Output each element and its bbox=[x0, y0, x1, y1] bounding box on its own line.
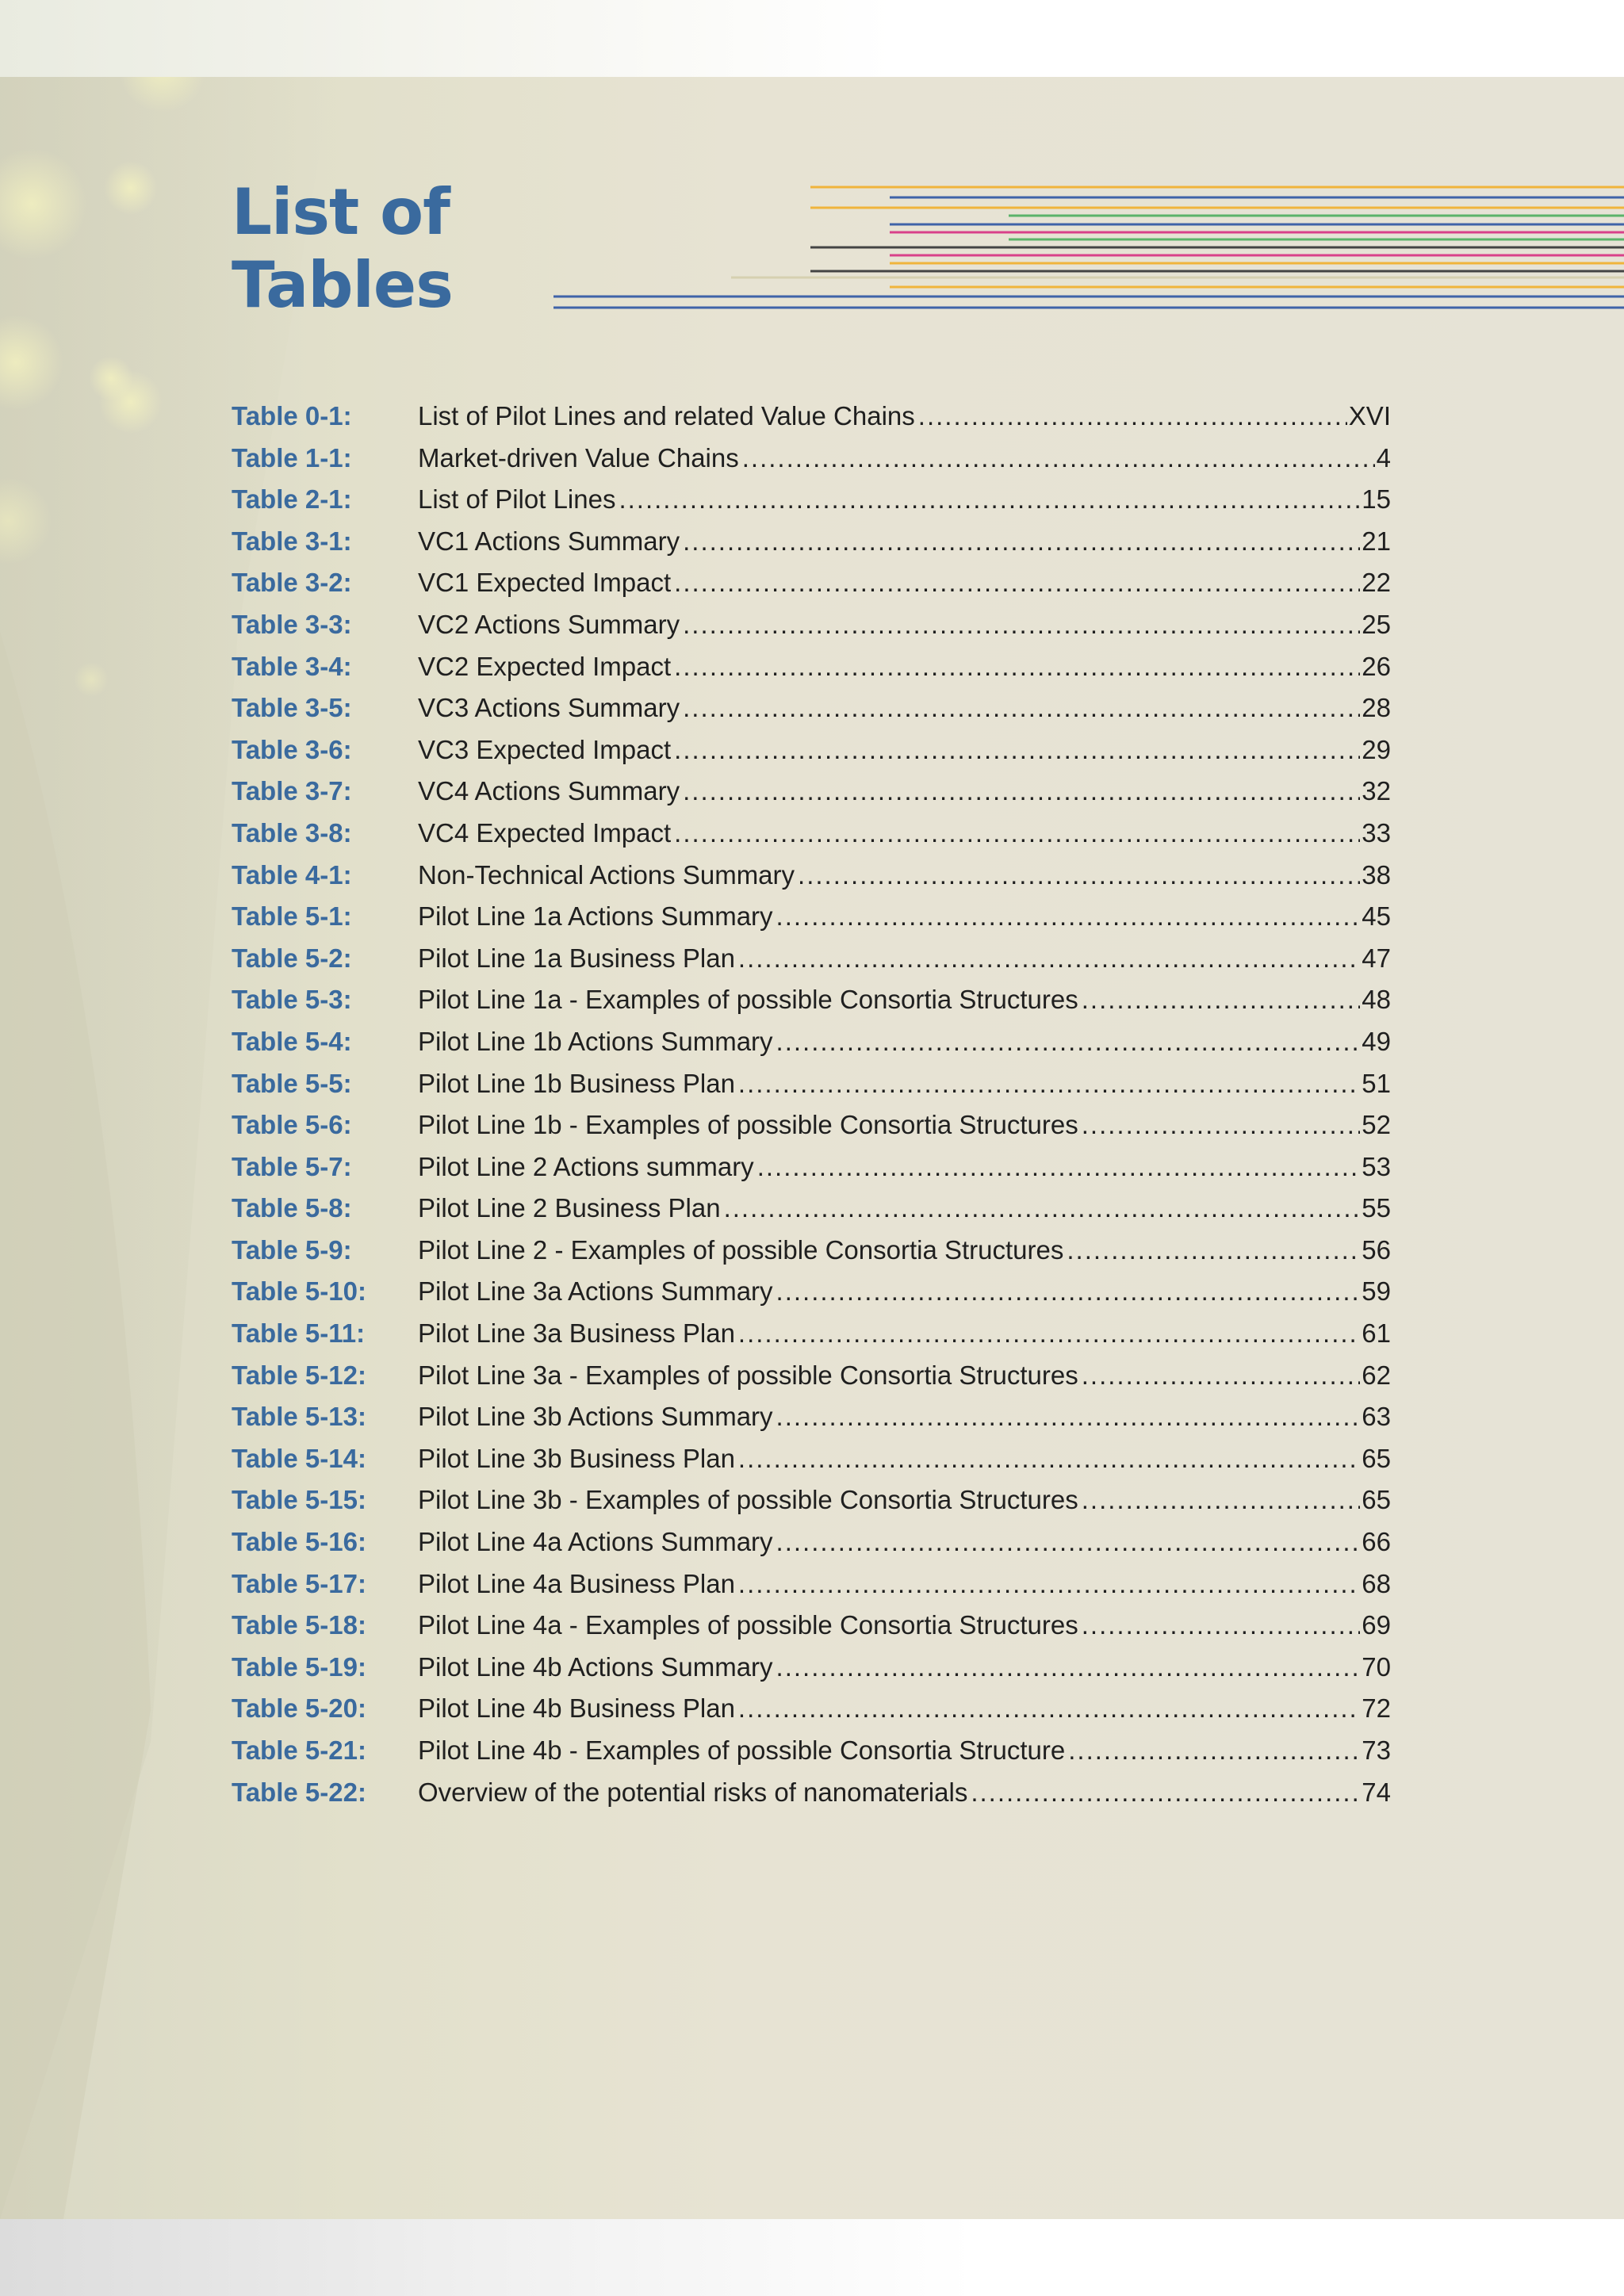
list-item[interactable] bbox=[232, 943, 1391, 985]
table-number: Table 5-20: bbox=[232, 1693, 366, 1724]
table-title: Overview of the potential risks of nanomaterials bbox=[418, 1777, 968, 1807]
table-number: Table 5-11: bbox=[232, 1318, 366, 1349]
table-title: VC2 Actions Summary bbox=[418, 609, 680, 639]
list-item[interactable] bbox=[232, 1485, 1391, 1527]
list-item[interactable] bbox=[232, 1735, 1391, 1777]
table-title: Pilot Line 3b - Examples of possible Consortia Structures bbox=[418, 1485, 1078, 1515]
page-number: 66 bbox=[1362, 1527, 1391, 1557]
dot-leader bbox=[1082, 1110, 1361, 1140]
page-number: 38 bbox=[1362, 859, 1391, 890]
table-number: Table 5-4: bbox=[232, 1026, 352, 1056]
table-number: Table 5-16: bbox=[232, 1527, 366, 1557]
table-number: Table 3-5: bbox=[232, 693, 352, 723]
dot-leader bbox=[757, 1152, 1361, 1182]
list-item[interactable] bbox=[232, 1402, 1391, 1444]
list-item[interactable] bbox=[232, 443, 1391, 485]
dot-leader bbox=[742, 443, 1375, 473]
table-title: Non-Technical Actions Summary bbox=[418, 859, 795, 890]
table-number: Table 5-9: bbox=[232, 1234, 352, 1265]
table-title: VC4 Actions Summary bbox=[418, 776, 680, 806]
page-number: 65 bbox=[1362, 1485, 1391, 1515]
list-item[interactable] bbox=[232, 1152, 1391, 1194]
dot-leader bbox=[738, 943, 1360, 974]
table-number: Table 3-1: bbox=[232, 526, 352, 556]
table-number: Table 5-18: bbox=[232, 1610, 366, 1640]
list-item[interactable] bbox=[232, 1360, 1391, 1402]
dot-leader bbox=[674, 735, 1360, 765]
table-title: Pilot Line 2 - Examples of possible Consortia Structures bbox=[418, 1234, 1064, 1265]
page-number: XVI bbox=[1348, 401, 1391, 430]
page-number: 48 bbox=[1362, 985, 1391, 1015]
dot-leader bbox=[798, 860, 1360, 890]
dot-leader bbox=[776, 1652, 1361, 1682]
dot-leader bbox=[1068, 1735, 1360, 1766]
dot-leader bbox=[738, 1569, 1360, 1599]
page-number: 29 bbox=[1362, 734, 1391, 764]
list-item[interactable] bbox=[232, 568, 1391, 610]
table-number: Table 3-2: bbox=[232, 568, 352, 598]
table-title: VC3 Expected Impact bbox=[418, 734, 672, 764]
page-number: 4 bbox=[1376, 442, 1391, 473]
table-number: Table 5-12: bbox=[232, 1360, 366, 1390]
list-item[interactable] bbox=[232, 1777, 1391, 1820]
page-number: 70 bbox=[1362, 1651, 1391, 1682]
dot-leader bbox=[674, 568, 1360, 598]
dot-leader bbox=[1082, 1610, 1361, 1640]
table-number: Table 5-10: bbox=[232, 1276, 366, 1307]
table-number: Table 5-2: bbox=[232, 943, 352, 973]
table-number: Table 5-8: bbox=[232, 1193, 352, 1223]
dot-leader bbox=[776, 1402, 1361, 1432]
list-item[interactable] bbox=[232, 484, 1391, 526]
list-item[interactable] bbox=[232, 1527, 1391, 1569]
page-number: 15 bbox=[1362, 484, 1391, 515]
table-title: VC3 Actions Summary bbox=[418, 693, 680, 723]
dot-leader bbox=[1067, 1235, 1360, 1265]
table-number: Table 3-4: bbox=[232, 651, 352, 681]
dot-leader bbox=[776, 1027, 1361, 1057]
table-title: Pilot Line 2 Actions summary bbox=[418, 1151, 754, 1181]
page-number: 22 bbox=[1362, 568, 1391, 598]
table-number: Table 5-1: bbox=[232, 901, 352, 932]
list-item[interactable] bbox=[232, 1069, 1391, 1111]
page-number: 55 bbox=[1362, 1193, 1391, 1223]
table-title: VC1 Expected Impact bbox=[418, 568, 672, 598]
page-title-line-2: Tables bbox=[232, 248, 453, 322]
table-title: Pilot Line 3a Actions Summary bbox=[418, 1276, 773, 1307]
table-title: Pilot Line 2 Business Plan bbox=[418, 1193, 721, 1223]
list-item[interactable] bbox=[232, 1444, 1391, 1486]
table-title: Pilot Line 1b Actions Summary bbox=[418, 1026, 773, 1056]
page-number: 25 bbox=[1362, 609, 1391, 639]
list-item[interactable] bbox=[232, 818, 1391, 860]
dot-leader bbox=[683, 526, 1360, 557]
dot-leader bbox=[1082, 1485, 1361, 1515]
table-number: Table 5-7: bbox=[232, 1151, 352, 1181]
dot-leader bbox=[683, 776, 1360, 806]
page-title-line-1: List of bbox=[232, 175, 450, 249]
page-number: 28 bbox=[1362, 693, 1391, 723]
dot-leader bbox=[776, 1276, 1361, 1307]
list-item[interactable] bbox=[232, 860, 1391, 902]
table-number: Table 5-19: bbox=[232, 1651, 366, 1682]
table-title: Pilot Line 1a Business Plan bbox=[418, 943, 735, 973]
dot-leader bbox=[674, 652, 1360, 682]
list-of-tables bbox=[232, 401, 1391, 1819]
page-title bbox=[232, 176, 453, 322]
table-title: Pilot Line 4b - Examples of possible Consortia Structure bbox=[418, 1735, 1066, 1765]
page-number: 52 bbox=[1362, 1110, 1391, 1140]
bottom-margin bbox=[0, 2219, 1624, 2296]
table-number: Table 5-22: bbox=[232, 1777, 366, 1807]
list-item[interactable] bbox=[232, 985, 1391, 1027]
table-number: Table 3-7: bbox=[232, 776, 352, 806]
page-number: 63 bbox=[1362, 1402, 1391, 1432]
page-number: 73 bbox=[1362, 1735, 1391, 1765]
list-item[interactable] bbox=[232, 1276, 1391, 1318]
dot-leader bbox=[1082, 985, 1361, 1015]
dot-leader bbox=[738, 1444, 1360, 1474]
dot-leader bbox=[776, 1527, 1361, 1557]
table-title: Pilot Line 3a Business Plan bbox=[418, 1318, 735, 1349]
page-number: 51 bbox=[1362, 1068, 1391, 1098]
list-item[interactable] bbox=[232, 526, 1391, 568]
table-title: Pilot Line 3b Actions Summary bbox=[418, 1402, 773, 1432]
table-number: Table 5-13: bbox=[232, 1402, 366, 1432]
table-number: Table 5-15: bbox=[232, 1485, 366, 1515]
dot-leader bbox=[724, 1193, 1361, 1223]
list-item[interactable] bbox=[232, 652, 1391, 694]
table-title: Pilot Line 1a - Examples of possible Consortia Structures bbox=[418, 985, 1078, 1015]
dot-leader bbox=[1082, 1360, 1361, 1391]
table-number: Table 3-8: bbox=[232, 817, 352, 848]
dot-leader bbox=[683, 610, 1360, 640]
table-number: Table 5-17: bbox=[232, 1568, 366, 1598]
page-number: 53 bbox=[1362, 1151, 1391, 1181]
page-number: 74 bbox=[1362, 1777, 1391, 1807]
dot-leader bbox=[674, 818, 1360, 848]
table-title: Pilot Line 4b Business Plan bbox=[418, 1693, 735, 1724]
list-item[interactable] bbox=[232, 610, 1391, 652]
page-number: 21 bbox=[1362, 526, 1391, 556]
table-title: Pilot Line 1a Actions Summary bbox=[418, 901, 773, 932]
table-title: Pilot Line 1b - Examples of possible Consortia Structures bbox=[418, 1110, 1078, 1140]
page-number: 56 bbox=[1362, 1234, 1391, 1265]
table-title: VC2 Expected Impact bbox=[418, 651, 672, 681]
table-title: VC1 Actions Summary bbox=[418, 526, 680, 556]
table-number: Table 5-14: bbox=[232, 1443, 366, 1473]
page-number: 47 bbox=[1362, 943, 1391, 973]
dot-leader bbox=[738, 1069, 1360, 1099]
page-number: 49 bbox=[1362, 1026, 1391, 1056]
table-title: List of Pilot Lines bbox=[418, 484, 616, 515]
list-item[interactable] bbox=[232, 1318, 1391, 1360]
table-number: Table 5-21: bbox=[232, 1735, 366, 1765]
page-number: 33 bbox=[1362, 817, 1391, 848]
list-item[interactable] bbox=[232, 1693, 1391, 1735]
list-item[interactable] bbox=[232, 1110, 1391, 1152]
dot-leader bbox=[738, 1693, 1360, 1724]
page-number: 62 bbox=[1362, 1360, 1391, 1390]
list-item[interactable] bbox=[232, 1652, 1391, 1694]
page-number: 72 bbox=[1362, 1693, 1391, 1724]
table-title: Pilot Line 3a - Examples of possible Consortia Structures bbox=[418, 1360, 1078, 1390]
list-item[interactable] bbox=[232, 693, 1391, 735]
page-number: 65 bbox=[1362, 1443, 1391, 1473]
table-number: Table 5-6: bbox=[232, 1110, 352, 1140]
list-item[interactable] bbox=[232, 401, 1391, 443]
table-title: Pilot Line 4b Actions Summary bbox=[418, 1651, 773, 1682]
table-number: Table 0-1: bbox=[232, 401, 352, 430]
table-number: Table 2-1: bbox=[232, 484, 352, 515]
table-title: Market-driven Value Chains bbox=[418, 442, 739, 473]
list-item[interactable] bbox=[232, 1193, 1391, 1235]
list-item[interactable] bbox=[232, 1610, 1391, 1652]
page-number: 59 bbox=[1362, 1276, 1391, 1307]
table-title: List of Pilot Lines and related Value Chains bbox=[418, 401, 915, 430]
list-item[interactable] bbox=[232, 901, 1391, 943]
table-number: Table 5-3: bbox=[232, 985, 352, 1015]
table-title: VC4 Expected Impact bbox=[418, 817, 672, 848]
page-number: 61 bbox=[1362, 1318, 1391, 1349]
table-title: Pilot Line 1b Business Plan bbox=[418, 1068, 735, 1098]
table-title: Pilot Line 4a Business Plan bbox=[418, 1568, 735, 1598]
list-item[interactable] bbox=[232, 1569, 1391, 1611]
list-item[interactable] bbox=[232, 735, 1391, 777]
table-title: Pilot Line 3b Business Plan bbox=[418, 1443, 735, 1473]
table-title: Pilot Line 4a - Examples of possible Consortia Structures bbox=[418, 1610, 1078, 1640]
page-number: 69 bbox=[1362, 1610, 1391, 1640]
table-title: Pilot Line 4a Actions Summary bbox=[418, 1527, 773, 1557]
dot-leader bbox=[776, 901, 1361, 932]
dot-leader bbox=[971, 1777, 1360, 1808]
table-number: Table 3-3: bbox=[232, 609, 352, 639]
page-number: 45 bbox=[1362, 901, 1391, 932]
page-number: 68 bbox=[1362, 1568, 1391, 1598]
table-number: Table 5-5: bbox=[232, 1068, 352, 1098]
page-number: 26 bbox=[1362, 651, 1391, 681]
list-item[interactable] bbox=[232, 776, 1391, 818]
dot-leader bbox=[619, 484, 1360, 515]
dot-leader bbox=[683, 693, 1360, 723]
page-number: 32 bbox=[1362, 776, 1391, 806]
dot-leader bbox=[918, 401, 1347, 431]
list-item[interactable] bbox=[232, 1235, 1391, 1277]
table-number: Table 3-6: bbox=[232, 734, 352, 764]
table-number: Table 4-1: bbox=[232, 859, 352, 890]
top-margin bbox=[0, 0, 1624, 77]
list-item[interactable] bbox=[232, 1027, 1391, 1069]
dot-leader bbox=[738, 1318, 1360, 1349]
table-number: Table 1-1: bbox=[232, 442, 352, 473]
